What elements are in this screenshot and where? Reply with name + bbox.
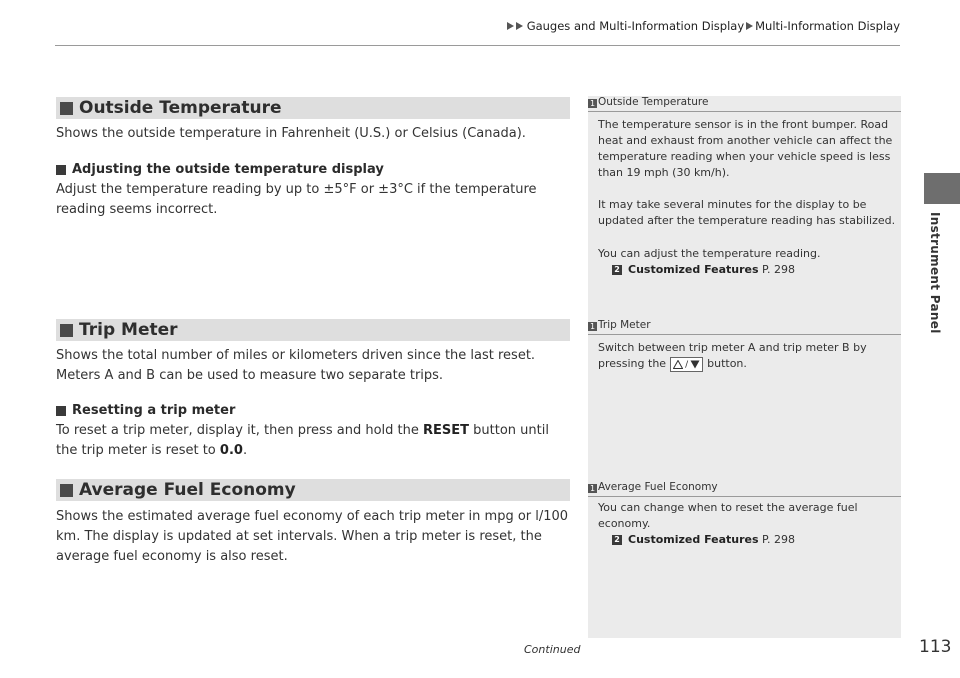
section-header-trip-meter — [56, 319, 570, 341]
select-button-icon: / — [670, 357, 703, 372]
note-heading-average-fuel-economy: 1 Average Fuel Economy — [589, 481, 718, 493]
note-icon: 1 — [589, 322, 596, 331]
subhead-reset-trip: Resetting a trip meter — [56, 403, 235, 418]
breadcrumb — [507, 19, 900, 33]
subhead-square-icon — [56, 406, 66, 416]
note-divider — [588, 111, 901, 112]
section-title: Trip Meter — [79, 320, 178, 340]
section-title: Outside Temperature — [79, 98, 282, 118]
note-outside-temp-p3: You can adjust the temperature reading. — [598, 247, 821, 260]
xref-arrow-icon: 2 — [612, 265, 622, 275]
reset-trip-text: To reset a trip meter, display it, then press and hold the RESET button until the trip meter is reset to 0.0. — [56, 423, 549, 458]
adjust-temp-text: Adjust the temperature reading by up to ±5°F or ±3°C if the temperature reading seems incorrect. — [56, 182, 537, 217]
section-header-outside-temperature — [56, 97, 570, 119]
section-square-icon — [60, 484, 73, 497]
note-icon: 1 — [589, 484, 596, 493]
breadcrumb-link-mid[interactable]: Multi-Information Display — [755, 19, 900, 33]
section-header-average-fuel-economy — [56, 479, 570, 501]
outside-temp-description: Shows the outside temperature in Fahrenheit (U.S.) or Celsius (Canada). — [56, 126, 526, 141]
header-divider — [55, 45, 900, 46]
reset-value: 0.0 — [219, 443, 243, 458]
xref-customized-features[interactable]: 2 Customized Features P. 298 — [612, 262, 912, 278]
breadcrumb-arrow-icon — [516, 22, 523, 30]
section-square-icon — [60, 324, 73, 337]
avg-fuel-description: Shows the estimated average fuel economy of each trip meter in mpg or l/100 km. The display is updated at set intervals. When a trip meter is reset, the average fuel economy is also reset. — [56, 509, 569, 564]
note-divider — [588, 334, 901, 335]
reset-key: RESET — [423, 423, 470, 438]
note-avg-fuel-p1: You can change when to reset the average fuel economy. — [598, 501, 858, 530]
note-trip-meter-p1: Switch between trip meter A and trip meter B by pressing the / button. — [598, 341, 867, 370]
xref-arrow-icon: 2 — [612, 535, 622, 545]
section-title: Average Fuel Economy — [79, 480, 296, 500]
breadcrumb-arrow-icon — [746, 22, 753, 30]
breadcrumb-link-gauges[interactable]: Gauges and Multi-Information Display — [526, 19, 745, 33]
chapter-tab[interactable] — [924, 173, 960, 204]
trip-meter-description: Shows the total number of miles or kilometers driven since the last reset. Meters A and B can be used to measure two separate trips. — [56, 348, 536, 383]
section-square-icon — [60, 102, 73, 115]
note-icon: 1 — [589, 99, 596, 108]
page-number: 113 — [919, 637, 952, 657]
note-outside-temp-p1: The temperature sensor is in the front bumper. Road heat and exhaust from another vehicle can affect the temperature reading when your vehicle speed is less than 19 mph (30 km/h). — [598, 118, 893, 179]
subhead-square-icon — [56, 165, 66, 175]
chapter-tab-label: Instrument Panel — [928, 212, 942, 334]
subhead-adjust-temp: Adjusting the outside temperature display — [56, 162, 384, 177]
note-outside-temp-p2: It may take several minutes for the display to be updated after the temperature reading has stabilized. — [598, 198, 896, 227]
note-heading-outside-temperature: 1 Outside Temperature — [589, 96, 709, 108]
continued-label: Continued — [524, 643, 581, 656]
note-divider — [588, 496, 901, 497]
xref-customized-features[interactable]: 2 Customized Features P. 298 — [612, 532, 912, 548]
note-heading-trip-meter: 1 Trip Meter — [589, 319, 651, 331]
breadcrumb-arrow-icon — [507, 22, 514, 30]
